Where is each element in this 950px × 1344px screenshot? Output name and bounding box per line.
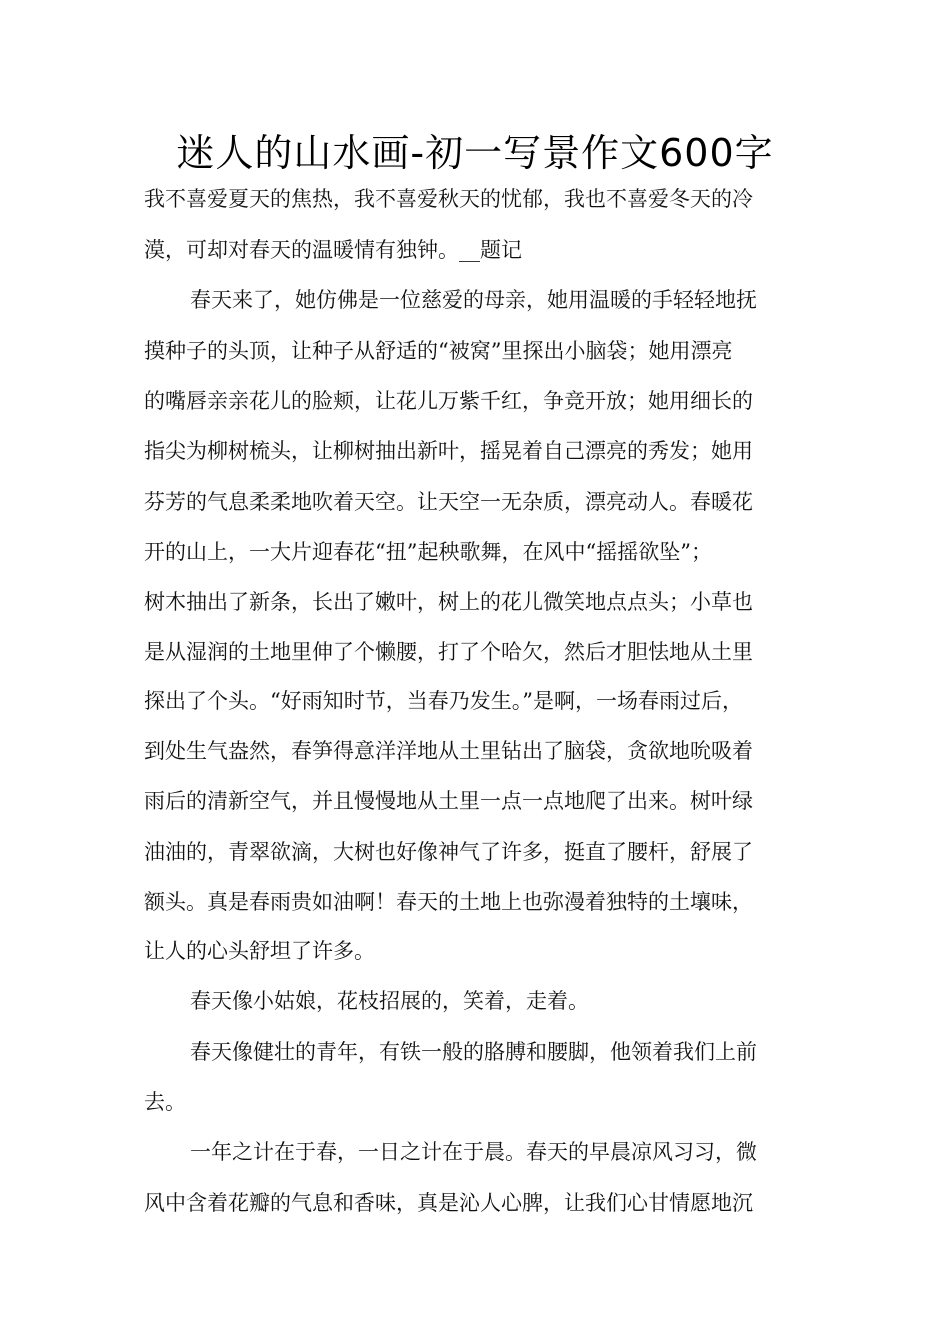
paragraph-first-line: 一年之计在于春，一日之计在于晨。春天的早晨凉风习习，微 <box>190 1140 757 1164</box>
text-line: 去。 <box>144 1090 186 1114</box>
text-line: 额头。真是春雨贵如油啊！春天的土地上也弥漫着独特的土壤味， <box>144 890 753 914</box>
text-line: 到处生气盎然，春笋得意洋洋地从土里钻出了脑袋，贪欲地吮吸着 <box>144 739 753 763</box>
text-line: 是从湿润的土地里伸了个懒腰，打了个哈欠，然后才胆怯地从土里 <box>144 640 753 664</box>
text-line: 开的山上，一大片迎春花“扭”起秧歌舞，在风中“摇摇欲坠”； <box>144 540 712 564</box>
paragraph-first-line: 春天像小姑娘，花枝招展的，笑着，走着。 <box>190 989 589 1013</box>
text-line: 漠，可却对春天的温暖情有独钟。__题记 <box>144 238 522 262</box>
paragraph-first-line: 春天像健壮的青年，有铁一般的胳膊和腰脚，他领着我们上前 <box>190 1040 757 1064</box>
text-line: 的嘴唇亲亲花儿的脸颊，让花儿万紫千红，争竞开放；她用细长的 <box>144 389 753 413</box>
text-line: 摸种子的头顶，让种子从舒适的“被窝”里探出小脑袋；她用漂亮 <box>144 339 733 363</box>
paragraph-first-line: 春天来了，她仿佛是一位慈爱的母亲，她用温暖的手轻轻地抚 <box>190 288 757 312</box>
text-line: 树木抽出了新条，长出了嫩叶，树上的花儿微笑地点点头；小草也 <box>144 590 753 614</box>
text-line: 让人的心头舒坦了许多。 <box>144 939 375 963</box>
text-line: 雨后的清新空气，并且慢慢地从土里一点一点地爬了出来。树叶绿 <box>144 789 753 813</box>
text-line: 风中含着花瓣的气息和香味，真是沁人心脾，让我们心甘情愿地沉 <box>144 1191 753 1215</box>
text-line: 探出了个头。“好雨知时节，当春乃发生。”是啊，一场春雨过后， <box>144 689 743 713</box>
text-line: 芬芳的气息柔柔地吹着天空。让天空一无杂质，漂亮动人。春暖花 <box>144 490 753 514</box>
text-line: 我不喜爱夏天的焦热，我不喜爱秋天的忧郁，我也不喜爱冬天的冷 <box>144 187 753 211</box>
text-line: 指尖为柳树梳头，让柳树抽出新叶，摇晃着自己漂亮的秀发；她用 <box>144 439 753 463</box>
document-title: 迷人的山水画-初一写景作文600字 <box>176 131 774 175</box>
text-line: 油油的，青翠欲滴，大树也好像神气了许多，挺直了腰杆，舒展了 <box>144 840 753 864</box>
